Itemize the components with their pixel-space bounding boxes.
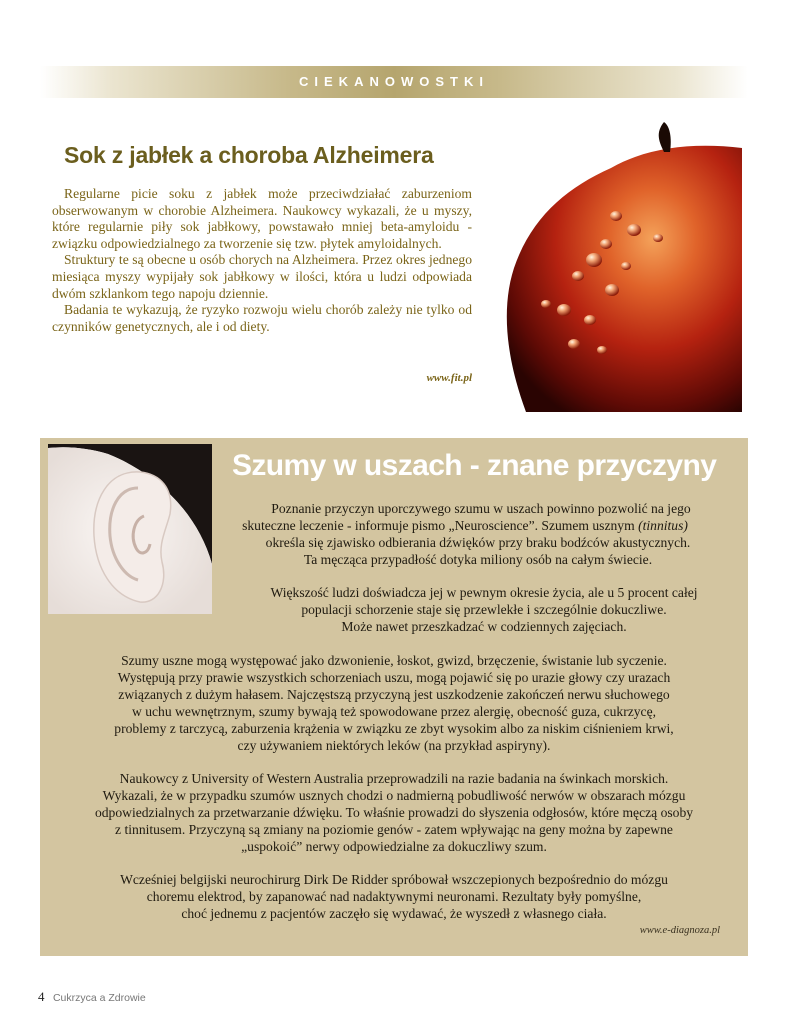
article-line: Występują przy prawie wszystkich schorzeniach uszu, mogą pojawić się po urazie głowy czy urazach xyxy=(117,670,671,685)
article-paragraph: Badania te wykazują, że ryzyko rozwoju wielu chorób zależy nie tylko od czynników genetycznych, ale i od diety. xyxy=(52,302,472,334)
article-line: odpowiedzialnych za przetwarzanie dźwięku. To właśnie prowadzi do słyszenia odgłosów, które męczą osoby xyxy=(94,805,694,820)
page-footer xyxy=(38,988,146,1006)
article-line: Większość ludzi doświadcza jej w pewnym okresie życia, ale u 5 procent całej xyxy=(270,585,698,600)
article-body xyxy=(52,186,472,335)
article-line: związanych z dużym hałasem. Najczęstszą przyczyną jest uszkodzenie zakończeń nerwu słuchowego xyxy=(118,687,670,702)
article-line: Może nawet przeszkadzać w codziennych zajęciach. xyxy=(341,619,627,634)
article-line: Poznanie przyczyn uporczywego szumu w uszach powinno pozwolić na jego xyxy=(271,501,691,516)
article-line: Wcześniej belgijski neurochirurg Dirk De Ridder spróbował wszczepionych bezpośrednio do mózgu xyxy=(120,872,668,887)
article-line: „uspokoić” nerwy odpowiedzialne za dokuczliwy szum. xyxy=(241,839,547,854)
ear-photo xyxy=(48,444,212,614)
article-line: czy używaniem niektórych leków (na przykład aspiryny). xyxy=(237,738,551,753)
article-line: Szumy uszne mogą występować jako dzwonienie, łoskot, gwizd, brzęczenie, świstanie lub syczenie. xyxy=(121,653,667,668)
article-line: Ta męcząca przypadłość dotyka miliony osób na całym świecie. xyxy=(303,552,653,567)
article-paragraph: Regularne picie soku z jabłek może przeciwdziałać zaburzeniom obserwowanym w chorobie Alzheimera. Naukowcy wykazali, że u myszy, które regularnie piły sok jabłkowy, powstawało mniej beta-amyloidu - związku odpowiedzialnego za tworzenie się tzw. płytek amyloidalnych. xyxy=(52,186,472,251)
section-header-bar xyxy=(40,66,748,98)
article-line-text: skuteczne leczenie - informuje pismo „Neuroscience”. Szumem usznym xyxy=(242,518,635,533)
apple-photo xyxy=(486,118,742,412)
article-source: www.e-diagnoza.pl xyxy=(639,925,720,936)
article-source: www.fit.pl xyxy=(426,372,472,384)
section-label: CIEKANOWOSTKI xyxy=(299,74,489,89)
page-number: 4 xyxy=(38,989,45,1004)
article-title: Szumy w uszach - znane przyczyny xyxy=(232,449,717,482)
article-line-italic: (tinnitus) xyxy=(638,518,688,533)
article-line: problemy z tarczycą, zaburzenia krążenia w związku ze zbyt wysokim albo za niskim ciśnieniem krwi, xyxy=(114,721,674,736)
article-line: choć jednemu z pacjentów zaczęło się wydawać, że wyszedł z własnego ciała. xyxy=(181,906,607,921)
article-line: Wykazali, że w przypadku szumów usznych chodzi o nadmierną pobudliwość nerwów w obszarach mózgu xyxy=(102,788,686,803)
article-line: w uchu wewnętrznym, szumy bywają też spowodowane przez alergię, obecność guza, cukrzycę, xyxy=(131,704,657,719)
magazine-name: Cukrzyca a Zdrowie xyxy=(52,992,146,1004)
article-line: określa się zjawisko odbierania dźwięków przy braku bodźców akustycznych. xyxy=(265,535,691,550)
article-line: z tinnitusem. Przyczyną są zmiany na poziomie genów - zatem wpływając na geny można by zapewne xyxy=(115,822,673,837)
article-line xyxy=(242,518,688,534)
article-title: Sok z jabłek a choroba Alzheimera xyxy=(64,142,434,168)
article-paragraph: Struktury te są obecne u osób chorych na Alzheimera. Przez okres jednego miesiąca myszy wypijały sok jabłkowy w ilości, która u ludzi odpowiada dwóm szklankom tego napoju dziennie. xyxy=(52,252,472,301)
article-line: populacji schorzenie staje się przewlekłe i szczególnie dokuczliwe. xyxy=(301,602,667,617)
article-line: Naukowcy z University of Western Australia przeprowadzili na razie badania na świnkach morskich. xyxy=(119,771,669,786)
article-line: choremu elektrod, by zapanować nad nadaktywnymi neuronami. Rezultaty były pomyślne, xyxy=(146,889,642,904)
